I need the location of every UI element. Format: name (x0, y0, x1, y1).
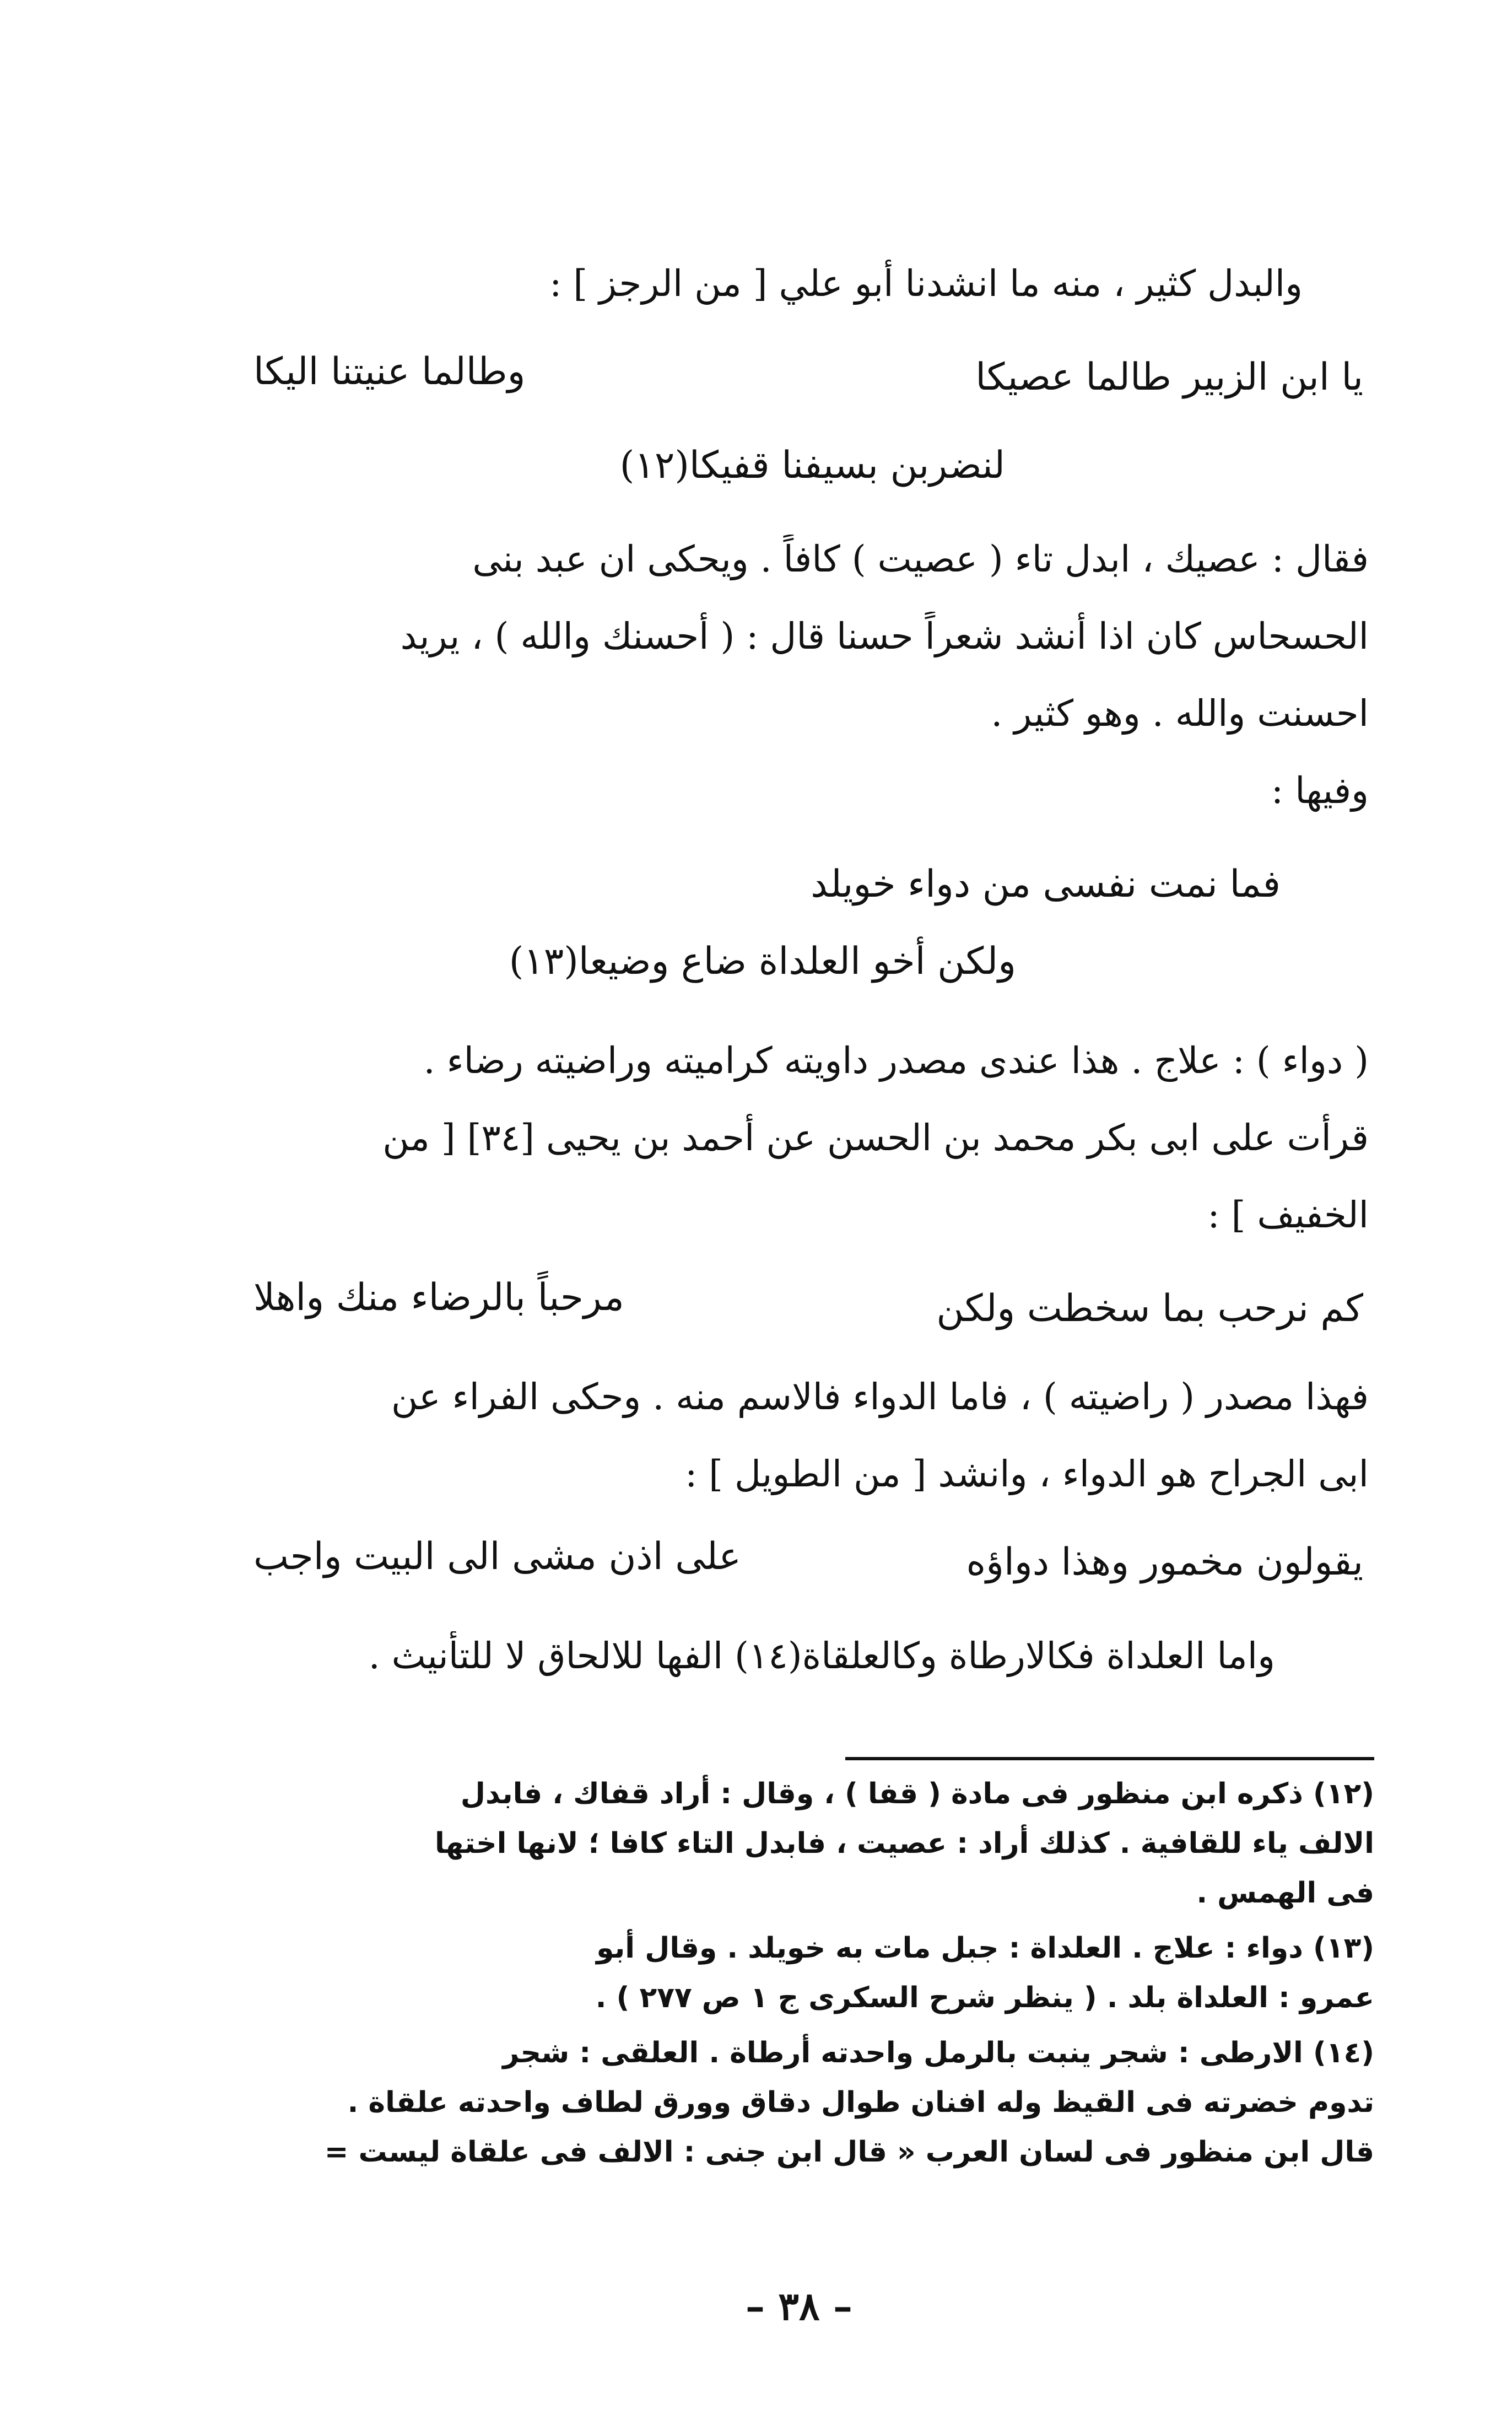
verse-hemistich-left: على اذن مشى الى البيت واجب (253, 1535, 741, 1578)
body-line: قرأت على ابى بكر محمد بن الحسن عن أحمد بن يحيى [٣٤] [ من (382, 1117, 1369, 1159)
body-line: ( دواء ) : علاج . هذا عندى مصدر داويته كراميته وراضيته رضاء . (423, 1039, 1369, 1082)
verse-first-hemistich: فما نمت نفسى من دواء خويلد (811, 863, 1281, 906)
footnote-line: فى الهمس . (1196, 1877, 1374, 1910)
body-line: فقال : عصيك ، ابدل تاء ( عصيت ) كافاً . ويحكى ان عبد بنى (472, 538, 1369, 580)
verse-hemistich-right: كم نرحب بما سخطت ولكن (936, 1287, 1363, 1330)
verse-hemistich-right: يقولون مخمور وهذا دواؤه (966, 1540, 1363, 1584)
footnote-line: تدوم خضرته فى القيظ وله افنان طوال دقاق وورق لطاف واحدته علقاة . (347, 2086, 1374, 2119)
body-line: ابى الجراح هو الدواء ، وانشد [ من الطويل ] : (685, 1453, 1369, 1495)
verse-hemistich-right: يا ابن الزبير طالما عصيكا (975, 355, 1363, 399)
verse-hemistich-left: مرحباً بالرضاء منك واهلا (253, 1276, 624, 1319)
body-line: فهذا مصدر ( راضيته ) ، فاما الدواء فالاسم منه . وحكى الفراء عن (391, 1376, 1369, 1418)
footnote-line: الالف ياء للقافية . كذلك أراد : عصيت ، فابدل التاء كافا ؛ لانها اختها (435, 1827, 1374, 1860)
body-line: والبدل كثير ، منه ما انشدنا أبو علي [ من الرجز ] : (549, 262, 1303, 305)
verse-hemistich-center: لنضربن بسيفنا قفيكا(١٢) (619, 444, 1005, 487)
body-line: الخفيف ] : (1207, 1194, 1369, 1236)
body-line: الحسحاس كان اذا أنشد شعراً حسنا قال : ( أحسنك والله ) ، يريد (400, 615, 1369, 657)
body-line: احسنت والله . وهو كثير . (991, 692, 1369, 735)
footnote-separator (845, 1757, 1374, 1760)
body-line: وفيها : (1271, 769, 1369, 812)
footnote-line: قال ابن منظور فى لسان العرب « قال ابن جنى : الالف فى علقاة ليست = (324, 2136, 1374, 2169)
verse-second-hemistich: ولكن أخو العلداة ضاع وضيعا(١٣) (509, 940, 1016, 983)
footnote-line: عمرو : العلداة بلد . ( ينظر شرح السكرى ج ١ ص ٢٧٧ ) . (595, 1981, 1374, 2014)
footnote-line: (١٣) دواء : علاج . العلداة : جبل مات به خويلد . وقال أبو (596, 1932, 1374, 1965)
footnote-line: (١٢) ذكره ابن منظور فى مادة ( قفا ) ، وقال : أراد قفاك ، فابدل (460, 1777, 1374, 1810)
footnote-line: (١٤) الارطى : شجر ينبت بالرمل واحدته أرطاة . العلقى : شجر (503, 2036, 1374, 2069)
body-line: واما العلداة فكالارطاة وكالعلقاة(١٤) الفها للالحاق لا للتأنيث . (368, 1635, 1275, 1677)
page-number: – ٣٨ – (746, 2283, 852, 2329)
verse-hemistich-left: وطالما عنيتنا اليكا (253, 350, 526, 394)
